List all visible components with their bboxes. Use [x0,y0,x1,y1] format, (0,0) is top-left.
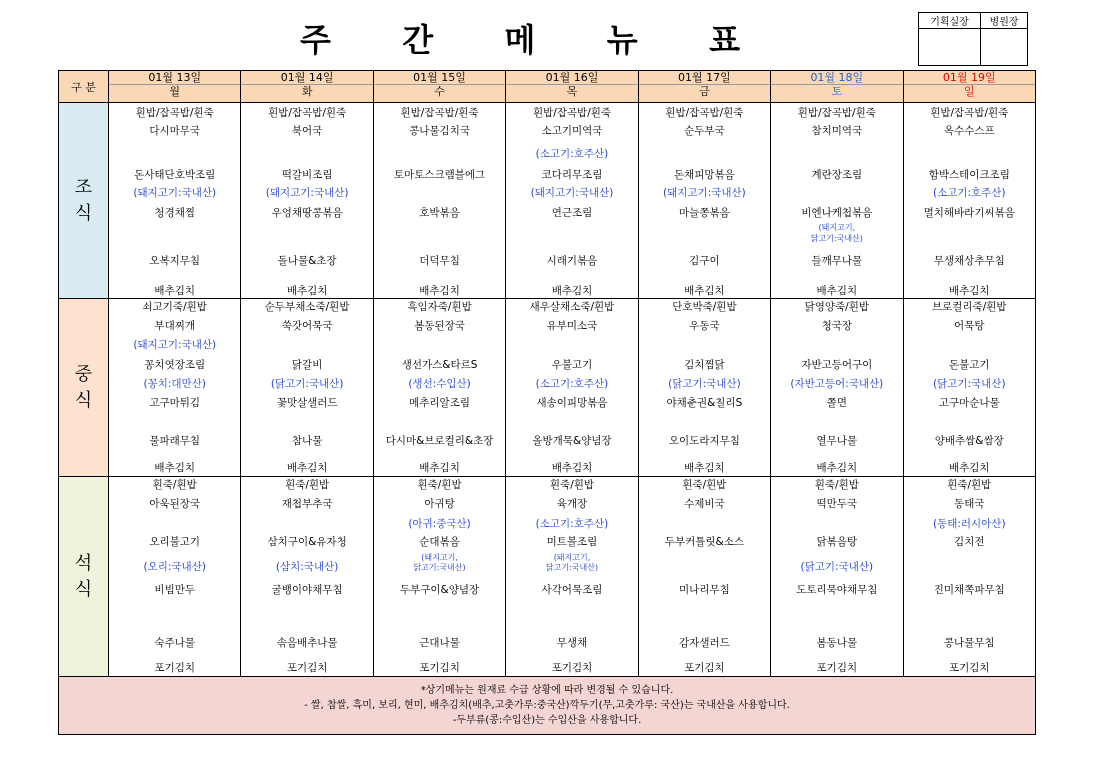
menu-cell [373,103,505,299]
menu-item: 흰밥/잡곡밥/흰죽 [135,107,214,119]
menu-item: 순두부국 [684,125,725,137]
breakfast-row [59,103,1036,299]
note-line: - 쌀, 찹쌀, 흑미, 보리, 현미, 배추김치(배추,고춧가루:중국산)깍두기(무,고춧가루: 국산)는 국내산을 사용합니다. [304,700,790,711]
menu-item: 배추김치 [551,462,593,474]
menu-cell [903,299,1035,477]
menu-item: 육개장 [556,498,588,510]
day-weekday: 화 [301,85,313,98]
menu-item: 배추김치 [419,285,460,297]
origin-note: (소고기:호주산) [535,518,609,530]
menu-item: 콩나물김치국 [409,125,470,137]
menu-item: 꽃맛살샐러드 [276,397,338,409]
day-date: 01월 15일 [374,71,505,85]
menu-item: 포기김치 [419,662,460,674]
menu-item: 계란장조림 [811,169,863,181]
page-title [300,16,740,60]
menu-item: 순대볶음 [419,536,460,548]
menu-cell [638,477,770,677]
menu-item: 우동국 [689,320,720,332]
origin-note: (아귀:중국산) [408,518,471,530]
menu-item: 부대찌개 [154,320,195,332]
meal-label-char: 조 [74,176,93,198]
meal-label-char: 중 [74,363,93,385]
day-weekday: 토 [831,85,843,98]
menu-item: 함박스테이크조림 [928,169,1010,181]
menu-item: 굴뱅이야채무침 [271,584,343,596]
meal-label-lunch [59,299,109,477]
day-header [771,71,903,103]
day-weekday: 수 [434,85,445,98]
menu-item: 소고기미역국 [541,125,603,137]
origin-note: (돼지고기:국내산) [133,339,217,351]
menu-cell [241,477,373,677]
header-row [59,71,1036,103]
meal-label-breakfast [59,103,109,299]
menu-item: 단호박죽/흰밥 [672,301,737,313]
origin-note: (돼지고기:국내산) [530,187,614,199]
menu-cell [903,477,1035,677]
menu-item: 배추김치 [684,462,725,474]
menu-item: 우불고기 [551,359,593,371]
day-header [373,71,505,103]
menu-item: 흰죽/흰밥 [682,479,727,491]
title-char: 메 [504,21,536,59]
origin-note: (닭고기:국내산) [932,378,1006,390]
menu-item: 새송이피망볶음 [536,397,608,409]
menu-item: 옥수수스프 [943,125,995,137]
menu-item: 오리불고기 [149,536,201,548]
menu-item: 포기김치 [684,662,725,674]
menu-cell [109,299,241,477]
menu-item: 흰죽/흰밥 [417,479,462,491]
meal-label-char: 석 [74,552,93,574]
menu-item: 떡만두국 [816,498,858,510]
menu-item: 배추김치 [154,285,195,297]
menu-item: 흰죽/흰밥 [947,479,992,491]
menu-item: 재첩부추국 [281,498,333,510]
menu-item: 꽁치엿장조림 [144,359,206,371]
menu-item: 사각어묵조림 [541,584,603,596]
menu-item: 쑥갓어묵국 [281,320,333,332]
menu-cell [771,103,903,299]
menu-item: 야채춘권&칠리S [666,397,743,409]
menu-item: 떡갈비조림 [281,169,333,181]
menu-cell [373,299,505,477]
menu-item: 동태국 [954,498,985,510]
menu-item: 더덕무침 [419,255,460,267]
day-date: 01월 19일 [904,71,1035,85]
menu-item: 우엉채땅콩볶음 [271,207,343,219]
origin-note: 닭고기:국내산) [810,234,863,243]
menu-item: 연근조림 [551,207,593,219]
menu-item: 삼치구이&유자청 [267,536,347,548]
menu-item: 닭갈비 [291,359,323,371]
meal-label-char: 식 [74,578,93,600]
menu-item: 아귀탕 [424,498,455,510]
day-header [903,71,1035,103]
menu-item: 오복지무침 [149,255,201,267]
origin-note: (소고기:호주산) [535,148,609,160]
origin-note: (생선:수입산) [408,378,471,390]
meal-label-dinner [59,477,109,677]
meal-label-char: 식 [74,202,93,224]
menu-item: 닭볶음탕 [816,536,858,548]
note-line: -두부류(콩:수입산)는 수입산을 사용합니다. [452,715,642,726]
day-weekday: 월 [169,85,181,98]
day-header [109,71,241,103]
origin-note: (돼지고기, [818,223,856,232]
menu-item: 쫄면 [826,397,847,409]
menu-item: 배추김치 [154,462,195,474]
menu-item: 봄동나물 [816,637,858,649]
menu-item: 올방개묵&양념장 [532,435,612,447]
menu-item: 배추김치 [419,462,460,474]
origin-note: (돼지고기, [421,553,458,562]
menu-item: 도토리묵야채무침 [796,584,878,596]
menu-item: 돈채피망볶음 [673,169,735,181]
origin-note: (돼지고기, [553,553,591,562]
menu-item: 두부커틀릿&소스 [664,536,744,548]
approval-sign-director [981,29,1028,66]
dinner-row [59,477,1036,677]
menu-item: 배추김치 [551,285,593,297]
menu-item: 배추김치 [816,462,858,474]
day-date: 01월 17일 [639,71,770,85]
approval-label-planning: 기획실장 [919,13,981,29]
menu-item: 물파래무침 [149,435,201,447]
menu-item: 오이도라지무침 [668,435,740,447]
menu-item: 흰죽/흰밥 [152,479,197,491]
origin-note: (자반고등어:국내산) [790,378,884,390]
menu-item: 북어국 [291,125,323,137]
menu-item: 무생채상추무침 [933,255,1005,267]
menu-item: 두부구이&양념장 [399,584,480,596]
menu-item: 토마토스크램블에그 [393,169,486,181]
menu-item: 미나리무침 [679,584,730,596]
day-weekday: 금 [699,85,710,98]
title-char: 표 [709,21,740,59]
menu-item: 아욱된장국 [149,498,201,510]
day-date: 01월 13일 [109,71,240,85]
menu-item: 돈불고기 [948,359,990,371]
menu-item: 포기김치 [816,662,858,674]
menu-item: 호박볶음 [419,207,460,219]
day-weekday: 목 [566,85,578,98]
menu-item: 흰죽/흰밥 [814,479,859,491]
menu-item: 무생채 [556,637,588,649]
menu-item: 양배추쌈&쌈장 [934,435,1004,447]
menu-item: 포기김치 [551,662,593,674]
menu-item: 돈사태단호박조림 [134,169,216,181]
menu-item: 배추김치 [684,285,725,297]
menu-item: 흰밥/잡곡밥/흰죽 [268,107,347,119]
menu-item: 생선가스&타르S [401,359,478,371]
origin-note: (돼지고기:국내산) [663,187,746,199]
menu-item: 어묵탕 [954,320,985,332]
menu-item: 자반고등어구이 [801,359,873,371]
menu-cell [373,477,505,677]
menu-item: 브로컬리죽/흰밥 [931,301,1007,313]
menu-item: 김치찜닭 [684,359,725,371]
day-date: 01월 18일 [771,71,902,85]
menu-item: 포기김치 [286,662,328,674]
approval-label-director: 병원장 [981,13,1028,29]
menu-item: 배추김치 [948,285,990,297]
menu-item: 흰밥/잡곡밥/흰죽 [797,107,876,119]
menu-item: 흰밥/잡곡밥/흰죽 [930,107,1009,119]
menu-item: 참나물 [291,435,323,447]
day-weekday: 일 [963,85,975,98]
menu-item: 순두부채소죽/흰밥 [264,301,350,313]
menu-cell [506,299,638,477]
menu-item: 콩나물무침 [943,637,995,649]
menu-cell [109,103,241,299]
menu-cell [771,299,903,477]
menu-item: 참치미역국 [811,125,863,137]
origin-note: 닭고기:국내산) [545,563,599,572]
menu-item: 수제비국 [684,498,725,510]
menu-item: 다시마&브로컬리&초장 [385,435,494,447]
menu-item: 흰죽/흰밥 [285,479,330,491]
origin-note: (돼지고기:국내산) [133,187,217,199]
title-char: 뉴 [606,21,638,59]
origin-note: (오리:국내산) [143,561,206,573]
origin-note: (돼지고기:국내산) [265,187,349,199]
menu-item: 감자샐러드 [679,637,730,649]
menu-item: 청국장 [821,320,853,332]
menu-item: 포기김치 [154,662,195,674]
menu-cell [638,299,770,477]
origin-note: (삼치:국내산) [275,561,339,573]
day-date: 01월 14일 [241,71,372,85]
menu-cell [506,103,638,299]
meal-label-char: 식 [74,389,93,411]
title-char: 주 [300,21,331,59]
menu-item: 청경채찜 [154,207,195,219]
menu-cell [506,477,638,677]
menu-item: 포기김치 [948,662,990,674]
menu-item: 숙주나물 [154,637,195,649]
origin-note: (소고기:호주산) [932,187,1006,199]
menu-item: 마늘쫑볶음 [679,207,730,219]
origin-note: (닭고기:국내산) [800,561,874,573]
menu-cell [903,103,1035,299]
menu-item: 미트볼조림 [546,536,598,548]
menu-item: 들깨무나물 [811,255,863,267]
menu-item: 근대나물 [419,637,460,649]
menu-item: 메추리알조림 [409,397,470,409]
notes [59,677,1036,735]
title-char: 간 [402,21,434,59]
menu-item: 김구이 [689,255,720,267]
lunch-row [59,299,1036,477]
origin-note: (닭고기:국내산) [668,378,741,390]
approval-box [918,12,1028,66]
menu-item: 고구마순나물 [938,397,1000,409]
menu-cell [241,299,373,477]
menu-item: 흰죽/흰밥 [549,479,595,491]
menu-item: 흰밥/잡곡밥/흰죽 [665,107,744,119]
menu-item: 흰밥/잡곡밥/흰죽 [400,107,479,119]
origin-note: (닭고기:국내산) [270,378,344,390]
menu-item: 돌나물&초장 [277,255,337,267]
menu-item: 배추김치 [286,462,328,474]
menu-cell [241,103,373,299]
origin-note: (꽁치:대만산) [143,378,206,390]
menu-cell [109,477,241,677]
menu-item: 시래기볶음 [546,255,598,267]
day-header [638,71,770,103]
day-header [506,71,638,103]
menu-item: 배추김치 [948,462,990,474]
origin-note: 닭고기:국내산) [413,563,466,572]
menu-item: 쇠고기죽/흰밥 [142,301,207,313]
menu-item: 김치전 [954,536,985,548]
menu-item: 진미채쪽파무침 [933,584,1005,596]
menu-item: 새우살채소죽/흰밥 [529,301,615,313]
origin-note: (소고기:호주산) [535,378,609,390]
menu-cell [771,477,903,677]
menu-item: 배추김치 [286,285,328,297]
menu-item: 멸치해바라기씨볶음 [923,207,1015,219]
menu-item: 코다리무조림 [541,169,603,181]
menu-item: 비빔만두 [154,584,195,596]
approval-sign-planning [919,29,981,66]
menu-item: 배추김치 [816,285,858,297]
day-date: 01월 16일 [506,71,637,85]
menu-item: 열무나물 [816,435,858,447]
menu-item: 고구마튀김 [149,397,201,409]
origin-note: (동태:러시아산) [932,518,1006,530]
menu-table [58,70,1036,735]
note-line: *상기메뉴는 원재료 수급 상황에 따라 변경될 수 있습니다. [420,685,674,696]
menu-item: 솎음배추나물 [276,637,338,649]
gubun-label: 구 분 [59,71,109,103]
menu-item: 흑임자죽/흰밥 [407,301,472,313]
notes-row [59,677,1036,735]
menu-cell [638,103,770,299]
menu-item: 비엔나케첩볶음 [801,207,873,219]
day-header [241,71,373,103]
menu-item: 닭영양죽/흰밥 [804,301,870,313]
menu-item: 흰밥/잡곡밥/흰죽 [532,107,612,119]
menu-item: 봄동된장국 [414,320,465,332]
menu-item: 다시마무국 [149,125,201,137]
menu-item: 유부미소국 [546,320,598,332]
